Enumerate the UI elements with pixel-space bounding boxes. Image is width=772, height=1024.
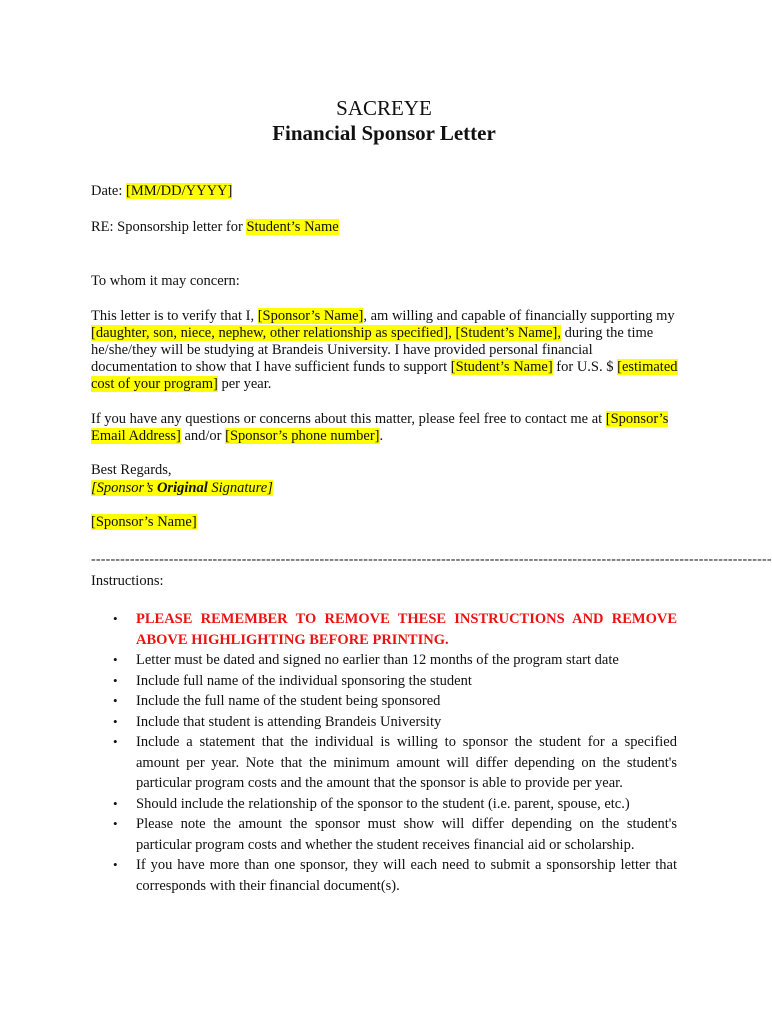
bullet-icon: •: [113, 816, 118, 831]
instruction-text: Letter must be dated and signed no earlier than 12 months of the program start date: [136, 652, 619, 668]
body-paragraph-2: [91, 411, 681, 445]
instruction-item: [91, 650, 677, 671]
body-paragraph-1: [91, 308, 681, 393]
instruction-item: [91, 732, 677, 794]
p1-text-2: , am willing and capable of financially supporting my: [363, 308, 675, 324]
p2-text-3: .: [379, 428, 384, 444]
instructions-list: [91, 609, 677, 896]
program-cost-placeholder: [estimated cost of your program]: [91, 359, 678, 392]
instruction-text: Include a statement that the individual is willing to sponsor the student for a specified amount per year. Note that the minimum amount will differ depending on the student's particular program costs and the amount that the sponsor is able to provide per year.: [136, 734, 677, 791]
org-name: SACREYE: [336, 96, 432, 120]
signature-text-1: [Sponsor’s: [91, 480, 157, 496]
instruction-text: Include full name of the individual sponsoring the student: [136, 672, 472, 689]
signature-line: [91, 480, 681, 497]
bullet-icon: •: [113, 795, 118, 811]
instruction-item: [91, 712, 677, 733]
date-line: [91, 183, 681, 200]
p1-text-4: for U.S. $: [552, 359, 618, 375]
instruction-item-warning: [91, 609, 677, 650]
bullet-icon: •: [113, 611, 118, 626]
bullet-icon: •: [113, 693, 118, 708]
student-name-placeholder-2: [Student’s Name]: [450, 359, 553, 375]
bullet-icon: •: [113, 734, 118, 749]
signature-text-2: Signature]: [207, 480, 273, 496]
bullet-icon: •: [113, 672, 118, 688]
instruction-text: Please note the amount the sponsor must show will differ depending on the student's particular program costs and whether the student receives financial aid or scholarship.: [136, 816, 677, 853]
student-name-placeholder: Student’s Name: [246, 219, 339, 235]
instruction-text: Include the full name of the student being sponsored: [136, 693, 441, 709]
instruction-text: Include that student is attending Brandeis University: [136, 713, 442, 730]
re-label: RE: Sponsorship letter for: [91, 219, 247, 235]
letter-title: Financial Sponsor Letter: [272, 121, 496, 145]
warning-text: PLEASE REMEMBER TO REMOVE THESE INSTRUCTIONS AND REMOVE ABOVE HIGHLIGHTING BEFORE PRINTING.: [136, 611, 677, 648]
instruction-item: [91, 691, 677, 712]
instruction-item: [91, 794, 677, 815]
instruction-item: [91, 814, 677, 855]
bullet-icon: •: [113, 652, 118, 667]
p1-text-5: per year.: [217, 376, 272, 392]
p2-text-1: If you have any questions or concerns about this matter, please feel free to contact me at: [91, 411, 606, 427]
instruction-text: Should include the relationship of the sponsor to the student (i.e. parent, spouse, etc.): [136, 795, 630, 812]
instruction-text: If you have more than one sponsor, they will each need to submit a sponsorship letter that corresponds with their financial document(s).: [136, 857, 677, 894]
bullet-icon: •: [113, 713, 118, 729]
closing-regards: Best Regards,: [91, 462, 172, 478]
signature-placeholder: [91, 480, 273, 496]
instruction-item: [91, 855, 677, 896]
instruction-item: [91, 671, 677, 692]
re-line: [91, 219, 681, 236]
separator-line: --------------------------------------------------------------------------------------------------------------------------------------------: [91, 552, 772, 567]
sponsor-phone-placeholder: [Sponsor’s phone number]: [225, 428, 380, 444]
bullet-icon: •: [113, 857, 118, 872]
salutation: To whom it may concern:: [91, 273, 240, 289]
date-label: Date:: [91, 183, 127, 199]
date-placeholder: [MM/DD/YYYY]: [126, 183, 233, 199]
sponsor-name-placeholder: [Sponsor’s Name]: [257, 308, 364, 324]
signature-bold: Original: [156, 480, 208, 496]
instructions-heading: Instructions:: [91, 573, 164, 589]
p1-text-1: This letter is to verify that I,: [91, 308, 258, 324]
p2-text-2: and/or: [180, 428, 226, 444]
relationship-placeholder: [daughter, son, niece, nephew, other relationship as specified], [Student’s Name],: [91, 325, 561, 341]
sponsor-name-line: [91, 514, 681, 531]
sponsor-name-closing: [Sponsor’s Name]: [91, 514, 197, 530]
p1-text-3: during the time he/she/they will be studying at Brandeis University. I have provided personal financial documentation to show that I have sufficient funds to support: [91, 325, 654, 375]
sponsor-email-placeholder: [Sponsor’s Email Address]: [91, 411, 669, 444]
